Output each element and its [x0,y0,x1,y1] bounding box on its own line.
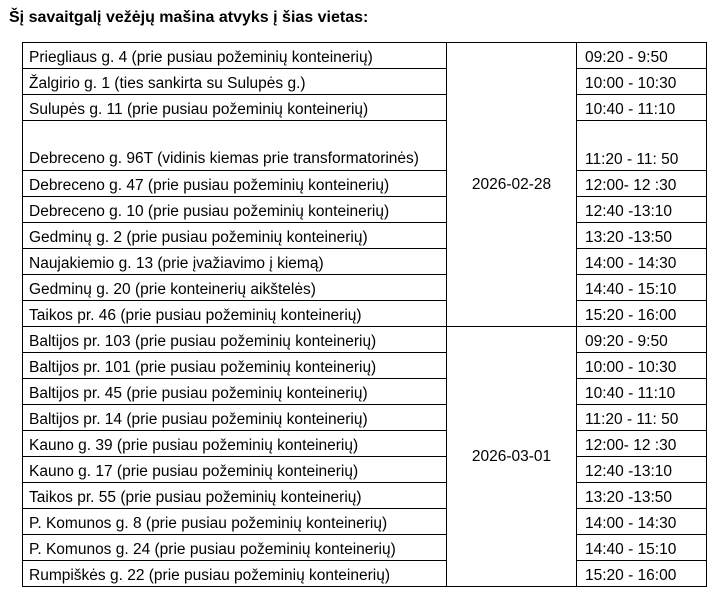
table-row [23,223,707,249]
time-cell: 14:40 - 15:10 [577,535,707,561]
address-cell: Kauno g. 17 (prie pusiau požeminių konteinerių) [23,457,447,483]
table-row [23,69,707,95]
address-cell: Kauno g. 39 (prie pusiau požeminių konteinerių) [23,431,447,457]
address-cell: Taikos pr. 55 (prie pusiau požeminių konteinerių) [23,483,447,509]
time-cell: 15:20 - 16:00 [577,561,707,587]
table-row [23,95,707,121]
table-row [23,327,707,353]
schedule-body [23,43,707,587]
time-cell: 11:20 - 11: 50 [577,405,707,431]
address-cell: P. Komunos g. 8 (prie pusiau požeminių konteinerių) [23,509,447,535]
address-cell: Gedminų g. 2 (prie pusiau požeminių konteinerių) [23,223,447,249]
time-cell: 11:20 - 11: 50 [577,121,707,171]
table-row [23,431,707,457]
address-cell: Gedminų g. 20 (prie konteinerių aikštelės) [23,275,447,301]
table-row [23,353,707,379]
table-row [23,249,707,275]
time-cell: 09:20 - 9:50 [577,43,707,69]
address-cell: Priegliaus g. 4 (prie pusiau požeminių konteinerių) [23,43,447,69]
time-cell: 10:40 - 11:10 [577,95,707,121]
time-cell: 09:20 - 9:50 [577,327,707,353]
table-row [23,121,707,171]
address-cell: Baltijos pr. 103 (prie pusiau požeminių konteinerių) [23,327,447,353]
date-cell: 2026-02-28 [447,43,577,327]
time-cell: 12:00- 12 :30 [577,431,707,457]
time-cell: 12:40 -13:10 [577,457,707,483]
address-cell: Rumpiškės g. 22 (prie pusiau požeminių konteinerių) [23,561,447,587]
table-row [23,405,707,431]
table-row [23,509,707,535]
address-cell: Sulupės g. 11 (prie pusiau požeminių konteinerių) [23,95,447,121]
table-row [23,301,707,327]
table-row [23,483,707,509]
address-cell: Debreceno g. 96T (vidinis kiemas prie transformatorinės) [23,121,447,171]
page-heading: Šį savaitgalį vežėjų mašina atvyks į šias vietas: [9,9,369,26]
address-cell: Taikos pr. 46 (prie pusiau požeminių konteinerių) [23,301,447,327]
time-cell: 12:00- 12 :30 [577,171,707,197]
address-cell: Baltijos pr. 45 (prie pusiau požeminių konteinerių) [23,379,447,405]
date-cell: 2026-03-01 [447,327,577,587]
address-cell: Debreceno g. 10 (prie pusiau požeminių konteinerių) [23,197,447,223]
address-cell: Naujakiemio g. 13 (prie įvažiavimo į kiemą) [23,249,447,275]
address-cell: Baltijos pr. 14 (prie pusiau požeminių konteinerių) [23,405,447,431]
table-row [23,197,707,223]
time-cell: 10:00 - 10:30 [577,69,707,95]
table-row [23,43,707,69]
address-cell: Debreceno g. 47 (prie pusiau požeminių konteinerių) [23,171,447,197]
table-row [23,379,707,405]
table-row [23,561,707,587]
address-cell: Žalgirio g. 1 (ties sankirta su Sulupės g.) [23,69,447,95]
time-cell: 14:00 - 14:30 [577,509,707,535]
schedule-table [22,42,707,587]
time-cell: 13:20 -13:50 [577,483,707,509]
time-cell: 14:40 - 15:10 [577,275,707,301]
time-cell: 10:00 - 10:30 [577,353,707,379]
table-row [23,535,707,561]
address-cell: Baltijos pr. 101 (prie pusiau požeminių konteinerių) [23,353,447,379]
time-cell: 14:00 - 14:30 [577,249,707,275]
table-row [23,171,707,197]
time-cell: 13:20 -13:50 [577,223,707,249]
table-row [23,457,707,483]
address-cell: P. Komunos g. 24 (prie pusiau požeminių konteinerių) [23,535,447,561]
time-cell: 15:20 - 16:00 [577,301,707,327]
table-row [23,275,707,301]
time-cell: 12:40 -13:10 [577,197,707,223]
time-cell: 10:40 - 11:10 [577,379,707,405]
